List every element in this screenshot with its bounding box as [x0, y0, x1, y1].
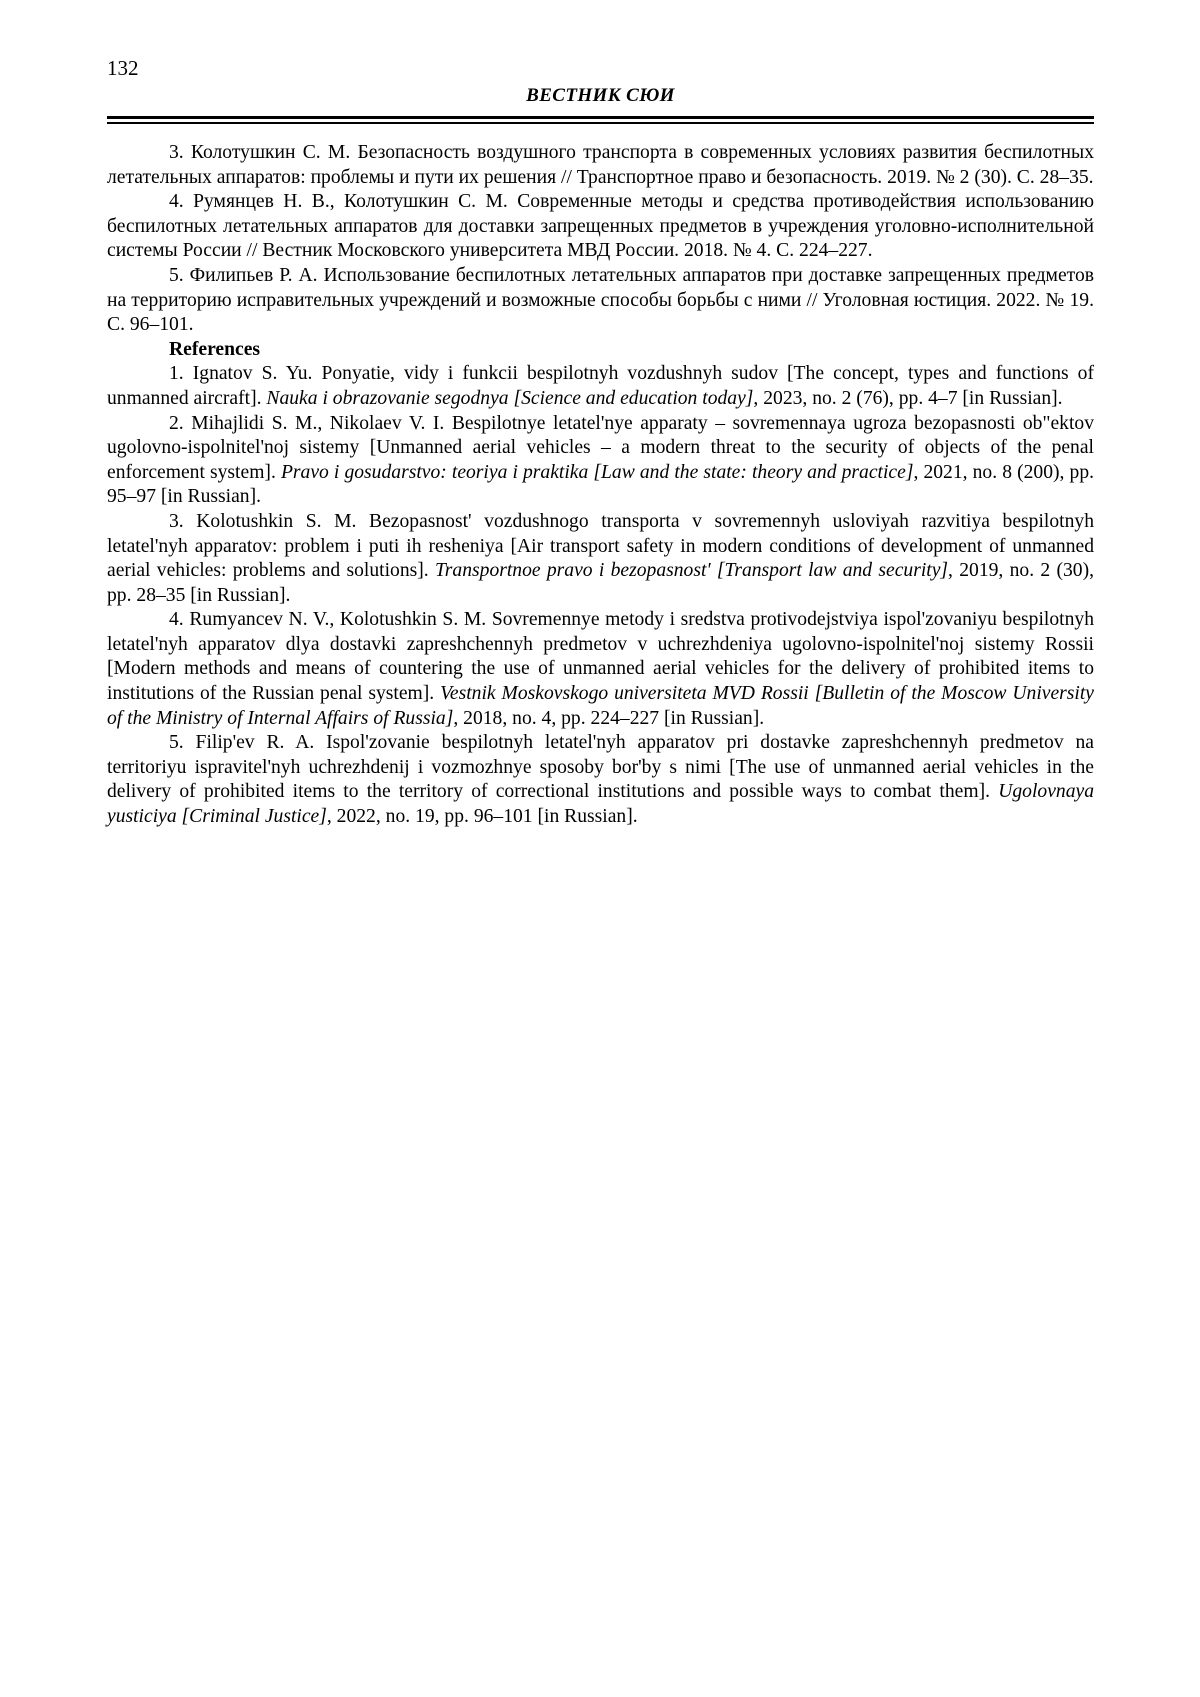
- bibliography-item-ru-5: 5. Филипьев Р. А. Использование беспилотных летательных аппаратов при доставке запрещенных предметов на территорию исправительных учреждений и возможные способы борьбы с ними // Уголовная юстиция. 2022. № 19. С. 96–101.: [107, 264, 1094, 336]
- reference-item-4: 4. Rumyancev N. V., Kolotushkin S. M. Sovremennye metody i sredstva protivodejstviya ispol'zovaniyu bespilotnyh letatel'nyh apparatov dlya dostavki zapreshchennyh predmetov v uchrezhdeniya ugolovno-ispolnitel'noj sistemy Rossii [Modern methods and means of countering the use of unmanned aerial vehicles for the delivery of prohibited items to institutions of the Russian penal system]. Vestnik Moskovskogo universiteta MVD Rossii [Bulletin of the Moscow University of the Ministry of Internal Affairs of Russia], 2018, no. 4, pp. 224–227 [in Russian].: [107, 609, 1095, 729]
- journal-header-title: ВЕСТНИК СЮИ: [526, 85, 675, 106]
- header-double-rule: [107, 116, 1094, 124]
- bibliography-item-ru-4: 4. Румянцев Н. В., Колотушкин С. М. Современные методы и средства противодействия использованию беспилотных летательных аппаратов для доставки запрещенных предметов в учреждения уголовно-исполнительной системы России // Вестник Московского университета МВД России. 2018. № 4. С. 224–227.: [107, 191, 1094, 262]
- reference-item-1: 1. Ignatov S. Yu. Ponyatie, vidy i funkcii bespilotnyh vozdushnyh sudov [The concept, types and functions of unmanned aircraft]. Nauka i obrazovanie segodnya [Science and education today], 2023, no. 2 (76), pp. 4–7 [in Russian].: [107, 363, 1094, 409]
- document-body: [107, 141, 1094, 830]
- reference-item-2: 2. Mihajlidi S. M., Nikolaev V. I. Bespilotnye letatel'nye apparaty – sovremennaya ugroza bezopasnosti ob"ektov ugolovno-ispolnitel'noj sistemy [Unmanned aerial vehicles – a modern threat to the security of objects of the penal enforcement system]. Pravo i gosudarstvo: teoriya i praktika [Law and the state: theory and practice], 2021, no. 8 (200), pp. 95–97 [in Russian].: [107, 412, 1095, 508]
- page-content: [107, 56, 1094, 830]
- reference-item-3: 3. Kolotushkin S. M. Bezopasnost' vozdushnogo transporta v sovremennyh usloviyah razvitiya bespilotnyh letatel'nyh apparatov: problem i puti ih resheniya [Air transport safety in modern conditions of development of unmanned aerial vehicles: problems and solutions]. Transportnoe pravo i bezopasnost' [Transport law and security], 2019, no. 2 (30), pp. 28–35 [in Russian].: [107, 510, 1095, 606]
- reference-item-5: 5. Filip'ev R. A. Ispol'zovanie bespilotnyh letatel'nyh apparatov pri dostavke zapreshchennyh predmetov na territoriyu ispravitel'nyh uchrezhdenij i vozmozhnye sposoby bor'by s nimi [The use of unmanned aerial vehicles in the delivery of prohibited items to the territory of correctional institutions and possible ways to combat them]. Ugolovnaya yusticiya [Criminal Justice], 2022, no. 19, pp. 96–101 [in Russian].: [107, 732, 1094, 828]
- references-heading: References: [169, 338, 261, 360]
- bibliography-item-ru-3: 3. Колотушкин С. М. Безопасность воздушного транспорта в современных условиях развития беспилотных летательных аппаратов: проблемы и пути их решения // Транспортное право и безопасность. 2019. № 2 (30). С. 28–35.: [107, 142, 1094, 188]
- page-number: 132: [107, 56, 139, 80]
